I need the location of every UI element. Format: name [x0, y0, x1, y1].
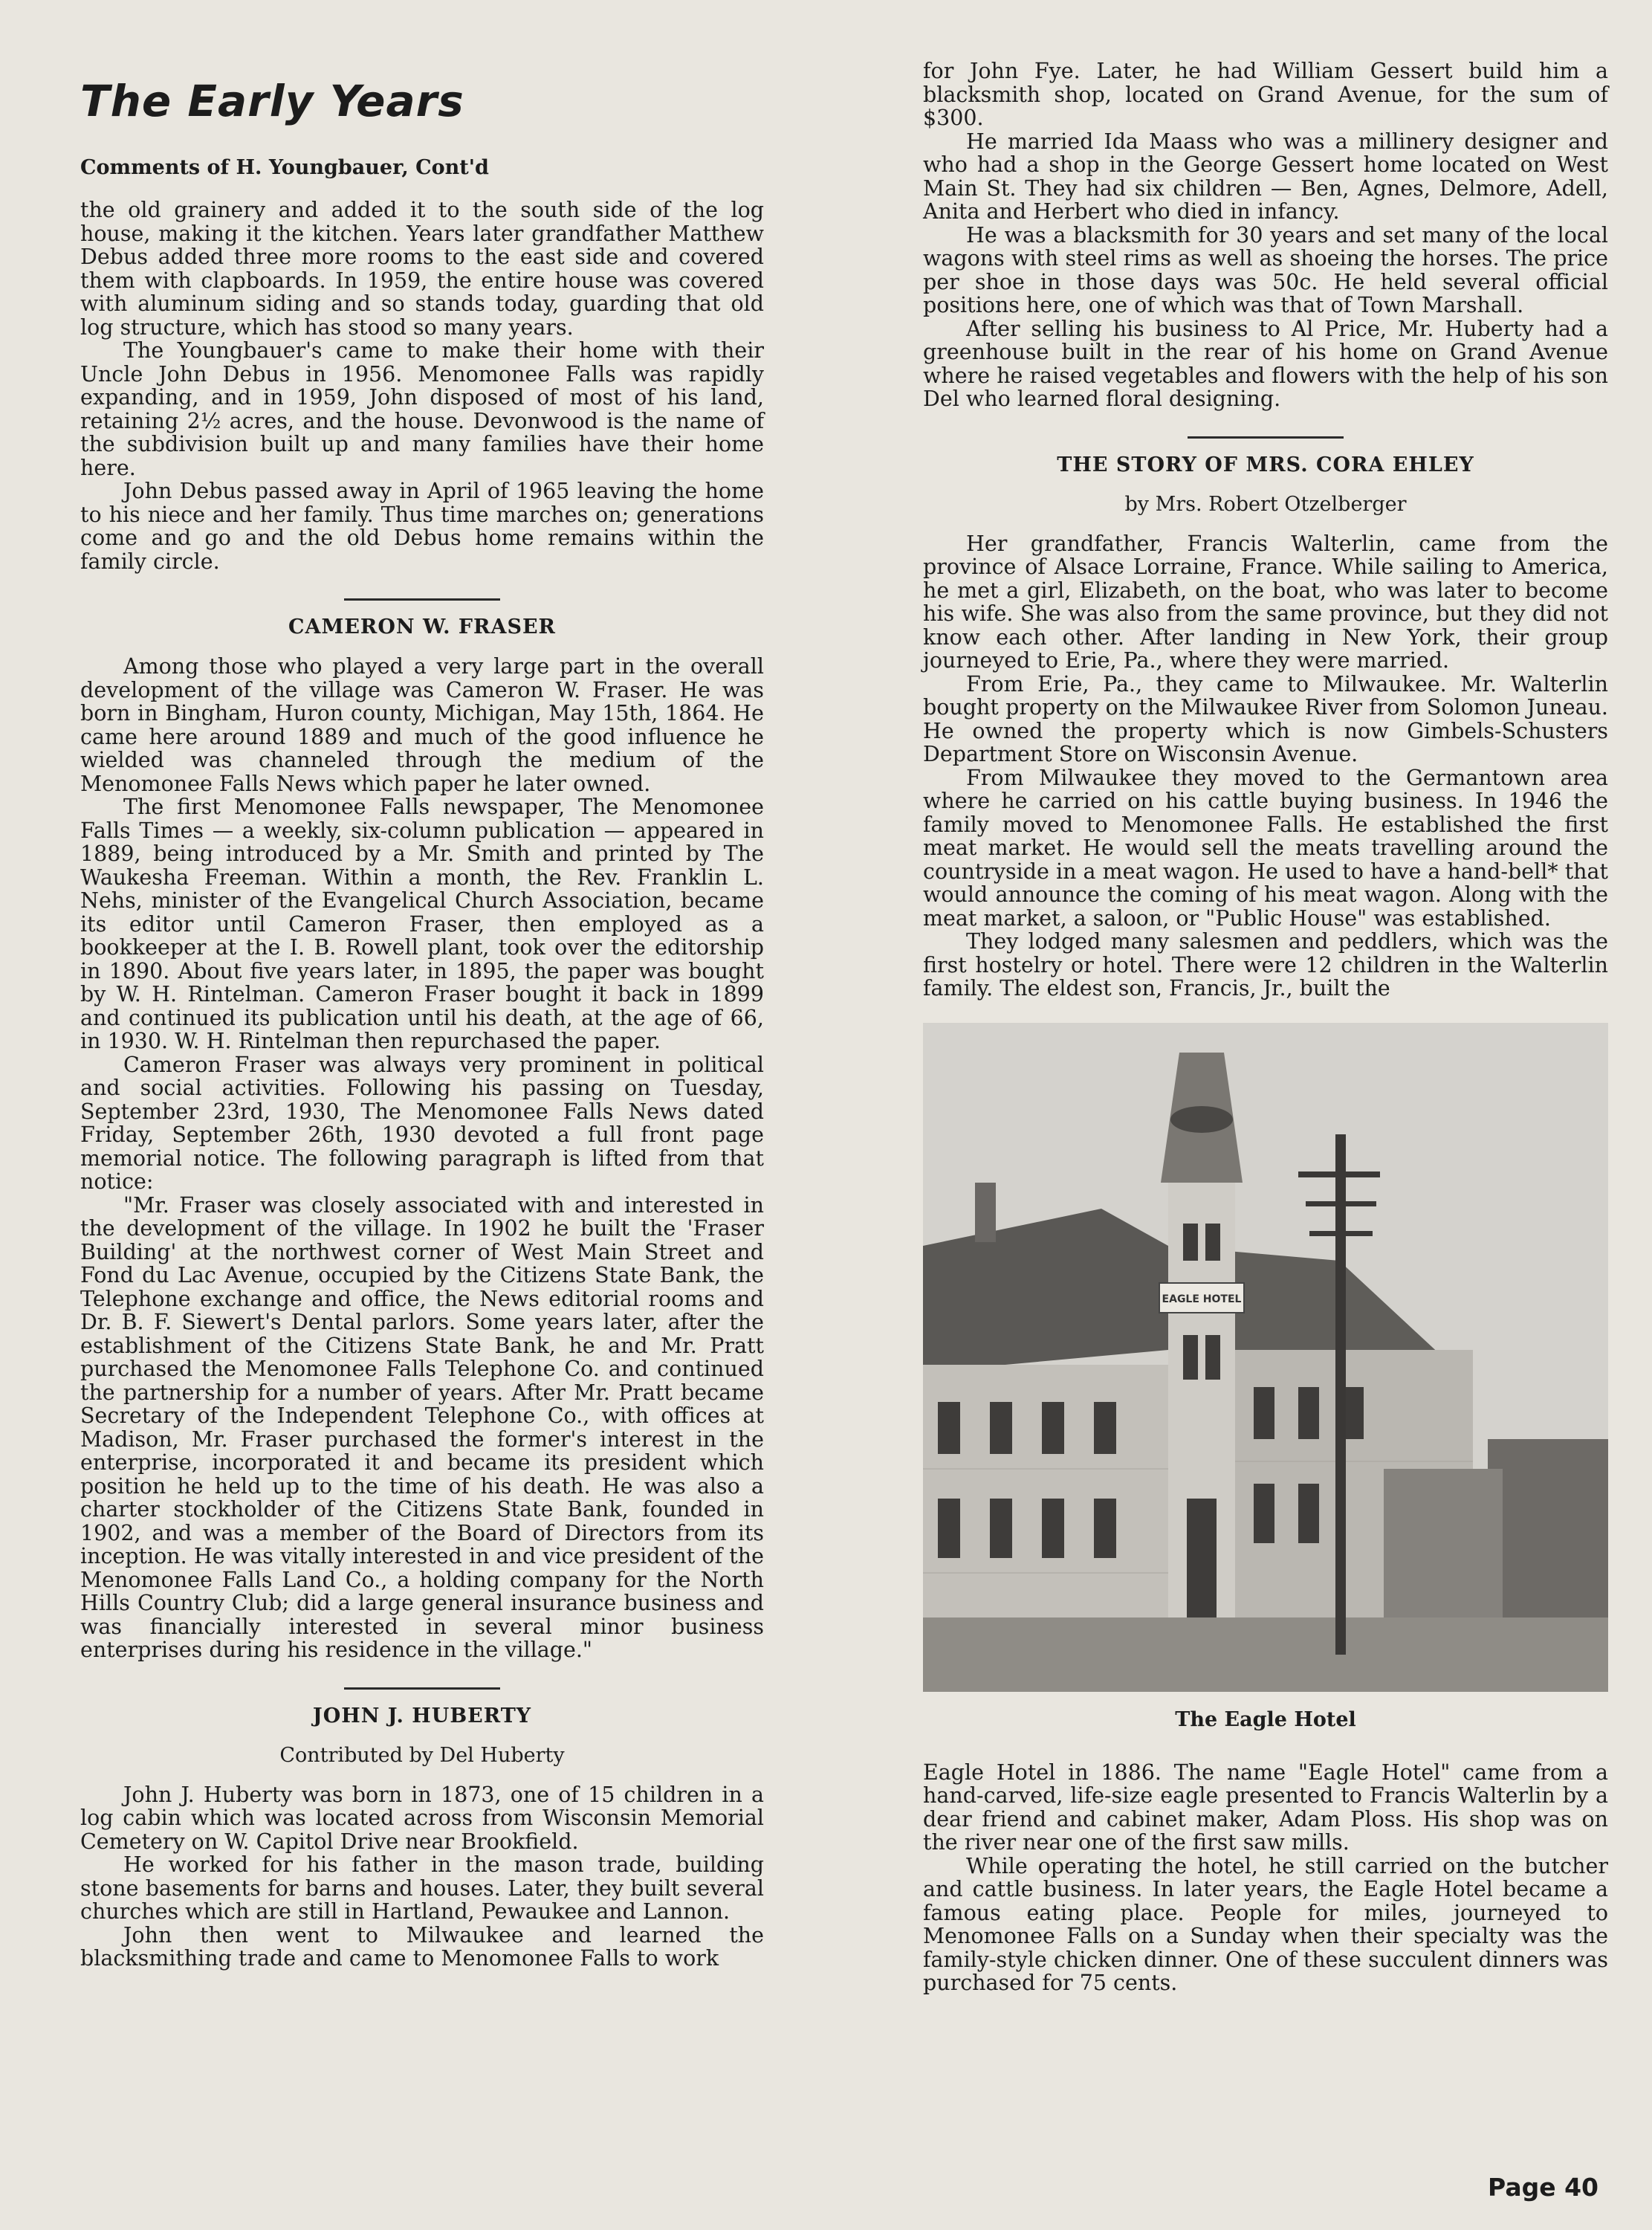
photo-caption: The Eagle Hotel: [1175, 1707, 1356, 1731]
left-column: [80, 59, 764, 1971]
fraser-paragraph-2: The first Menomonee Falls newspaper, The Menomonee Falls Times — a weekly, six-column publication — appeared in 1889, being introduced by a Mr. Smith and printed by The Waukesha Freeman. Within a month, the Rev. Franklin L. Nehs, minister of the Evangelical Church Association, became its editor until Cameron Fraser, then employed as a bookkeeper at the I. B. Rowell plant, took over the editorship in 1890. About five years later, in 1895, the paper was bought by W. H. Rintelman. Cameron Fraser bought it back in 1899 and continued its publication until his death, at the age of 66, in 1930. W. H. Rintelman then repurchased the paper.: [80, 795, 764, 1053]
ehley-paragraph-4: They lodged many salesmen and peddlers, which was the first hostelry or hotel. There were 12 children in the Walterlin family. The eldest son, Francis, Jr., built the: [923, 929, 1608, 1001]
huberty-paragraph-1: John J. Huberty was born in 1873, one of 15 children in a log cabin which was located across from Wisconsin Memorial Cemetery on W. Capitol Drive near Brookfield.: [80, 1782, 764, 1854]
huberty-paragraph-3: John then went to Milwaukee and learned the blacksmithing trade and came to Menomonee Falls to work: [80, 1922, 764, 1971]
huberty-paragraph-5: He married Ida Maass who was a millinery designer and who had a shop in the George Gessert home located on West Main St. They had six children — Ben, Agnes, Delmore, Adell, Anita and Herbert who died in infancy.: [923, 129, 1608, 224]
ehley-contributor: by Mrs. Robert Otzelberger: [1124, 492, 1407, 516]
fraser-paragraph-3: Cameron Fraser was always very prominent in political and social activities. Following his passing on Tuesday, September 23rd, 1930, The Menomonee Falls News dated Friday, September 26th, 1930 devoted a full front page memorial notice. The following paragraph is lifted from that notice:: [80, 1052, 764, 1194]
huberty-contributor: Contributed by Del Huberty: [279, 1743, 565, 1767]
page-number: Page 40: [1488, 2173, 1598, 2202]
huberty-paragraph-6: He was a blacksmith for 30 years and set many of the local wagons with steel rims as well as shoeing the horses. The price per shoe in those days was 50c. He held several official positions here, one of which was that of Town Marshall.: [923, 222, 1608, 317]
section-divider: [344, 598, 500, 601]
huberty-paragraph-4: for John Fye. Later, he had William Gessert build him a blacksmith shop, located on Grand Avenue, for the sum of $300.: [923, 59, 1608, 130]
ehley-paragraph-3: From Milwaukee they moved to the Germantown area where he carried on his cattle buying business. In 1946 the family moved to Menomonee Falls. He established the first meat market. He would sell the meats travelling around the countryside in a meat wagon. He used to have a hand-bell* that would announce the coming of his meat wagon. Along with the meat market, a saloon, or "Public House" was established.: [923, 765, 1608, 931]
ehley-paragraph-5: Eagle Hotel in 1886. The name "Eagle Hotel" came from a hand-carved, life-size eagle presented to Francis Walterlin by a dear friend and cabinet maker, Adam Ploss. His shop was on the river near one of the first saw mills.: [923, 1759, 1608, 1855]
ehley-paragraph-6: While operating the hotel, he still carried on the butcher and cattle business. In later years, the Eagle Hotel became a famous eating place. People for miles, journeyed to Menomonee Falls on a Sunday when their specialty was the family-style chicken dinner. One of these succulent dinners was purchased for 75 cents.: [923, 1853, 1608, 1995]
right-column: [923, 59, 1608, 1995]
hotel-sign-text: EAGLE HOTEL: [1162, 1293, 1242, 1305]
huberty-heading: JOHN J. HUBERTY: [312, 1704, 532, 1728]
fraser-heading: CAMERON W. FRASER: [288, 615, 556, 639]
section-divider: [344, 1687, 500, 1690]
eagle-hotel-photo: [923, 1023, 1608, 1692]
ehley-paragraph-2: From Erie, Pa., they came to Milwaukee. Mr. Walterlin bought property on the Milwaukee River from Solomon Juneau. He owned the property which is now Gimbels-Schusters Department Store on Wisconsin Avenue.: [923, 671, 1608, 766]
huberty-paragraph-2: He worked for his father in the mason trade, building stone basements for barns and houses. Later, they built several churches which are still in Hartland, Pewaukee and Lannon.: [80, 1852, 764, 1924]
section-divider: [1188, 436, 1344, 439]
youngbauer-paragraph-3: John Debus passed away in April of 1965 leaving the home to his niece and her family. Thus time marches on; generations come and go and the old Debus home remains within the family circle.: [80, 479, 764, 574]
ehley-heading: THE STORY OF MRS. CORA EHLEY: [1057, 453, 1474, 476]
page-title: The Early Years: [80, 76, 464, 126]
huberty-paragraph-7: After selling his business to Al Price, Mr. Huberty had a greenhouse built in the rear of his home on Grand Avenue where he raised vegetables and flowers with the help of his son Del who learned floral designing.: [923, 316, 1608, 411]
fraser-paragraph-1: Among those who played a very large part in the overall development of the village was Cameron W. Fraser. He was born in Bingham, Huron county, Michigan, May 15th, 1864. He came here around 1889 and much of the good influence he wielded was channeled through the medium of the Menomonee Falls News which paper he later owned.: [80, 654, 764, 796]
ehley-paragraph-1: Her grandfather, Francis Walterlin, came from the province of Alsace Lorraine, France. While sailing to America, he met a girl, Elizabeth, on the boat, who was later to become his wife. She was also from the same province, but they did not know each other. After landing in New York, their group journeyed to Erie, Pa., where they were married.: [923, 531, 1608, 673]
eagle-hotel-illustration: [923, 1023, 1608, 1692]
youngbauer-paragraph-2: The Youngbauer's came to make their home with their Uncle John Debus in 1956. Menomonee Falls was rapidly expanding, and in 1959, John disposed of most of his land, retaining 2½ acres, and the house. Devonwood is the name of the subdivision built up and many families have their home here.: [80, 338, 764, 480]
youngbauer-paragraph-1: the old grainery and added it to the south side of the log house, making it the kitchen. Years later grandfather Matthew Debus added three more rooms to the east side and covered them with clapboards. In 1959, the entire house was covered with aluminum siding and so stands today, guarding that old log structure, which has stood so many years.: [80, 198, 764, 340]
fraser-quote-paragraph: "Mr. Fraser was closely associated with and interested in the development of the village. In 1902 he built the 'Fraser Building' at the northwest corner of West Main Street and Fond du Lac Avenue, occupied by the Citizens State Bank, the Telephone exchange and office, the News editorial rooms and Dr. B. F. Siewert's Dental parlors. Some years later, after the establishment of the Citizens State Bank, he and Mr. Pratt purchased the Menomonee Falls Telephone Co. and continued the partnership for a number of years. After Mr. Pratt became Secretary of the Independent Telephone Co., with offices at Madison, Mr. Fraser purchased the former's interest in the enterprise, incorporated it and became its president which position he held up to the time of his death. He was also a charter stockholder of the Citizens State Bank, founded in 1902, and was a member of the Board of Directors from its inception. He was vitally interested in and vice president of the Menomonee Falls Land Co., a holding company for the North Hills Country Club; did a large general insurance business and was financially interested in several minor business enterprises during his residence in the village.": [80, 1192, 764, 1662]
article-byline: Comments of H. Youngbauer, Cont'd: [80, 156, 489, 179]
